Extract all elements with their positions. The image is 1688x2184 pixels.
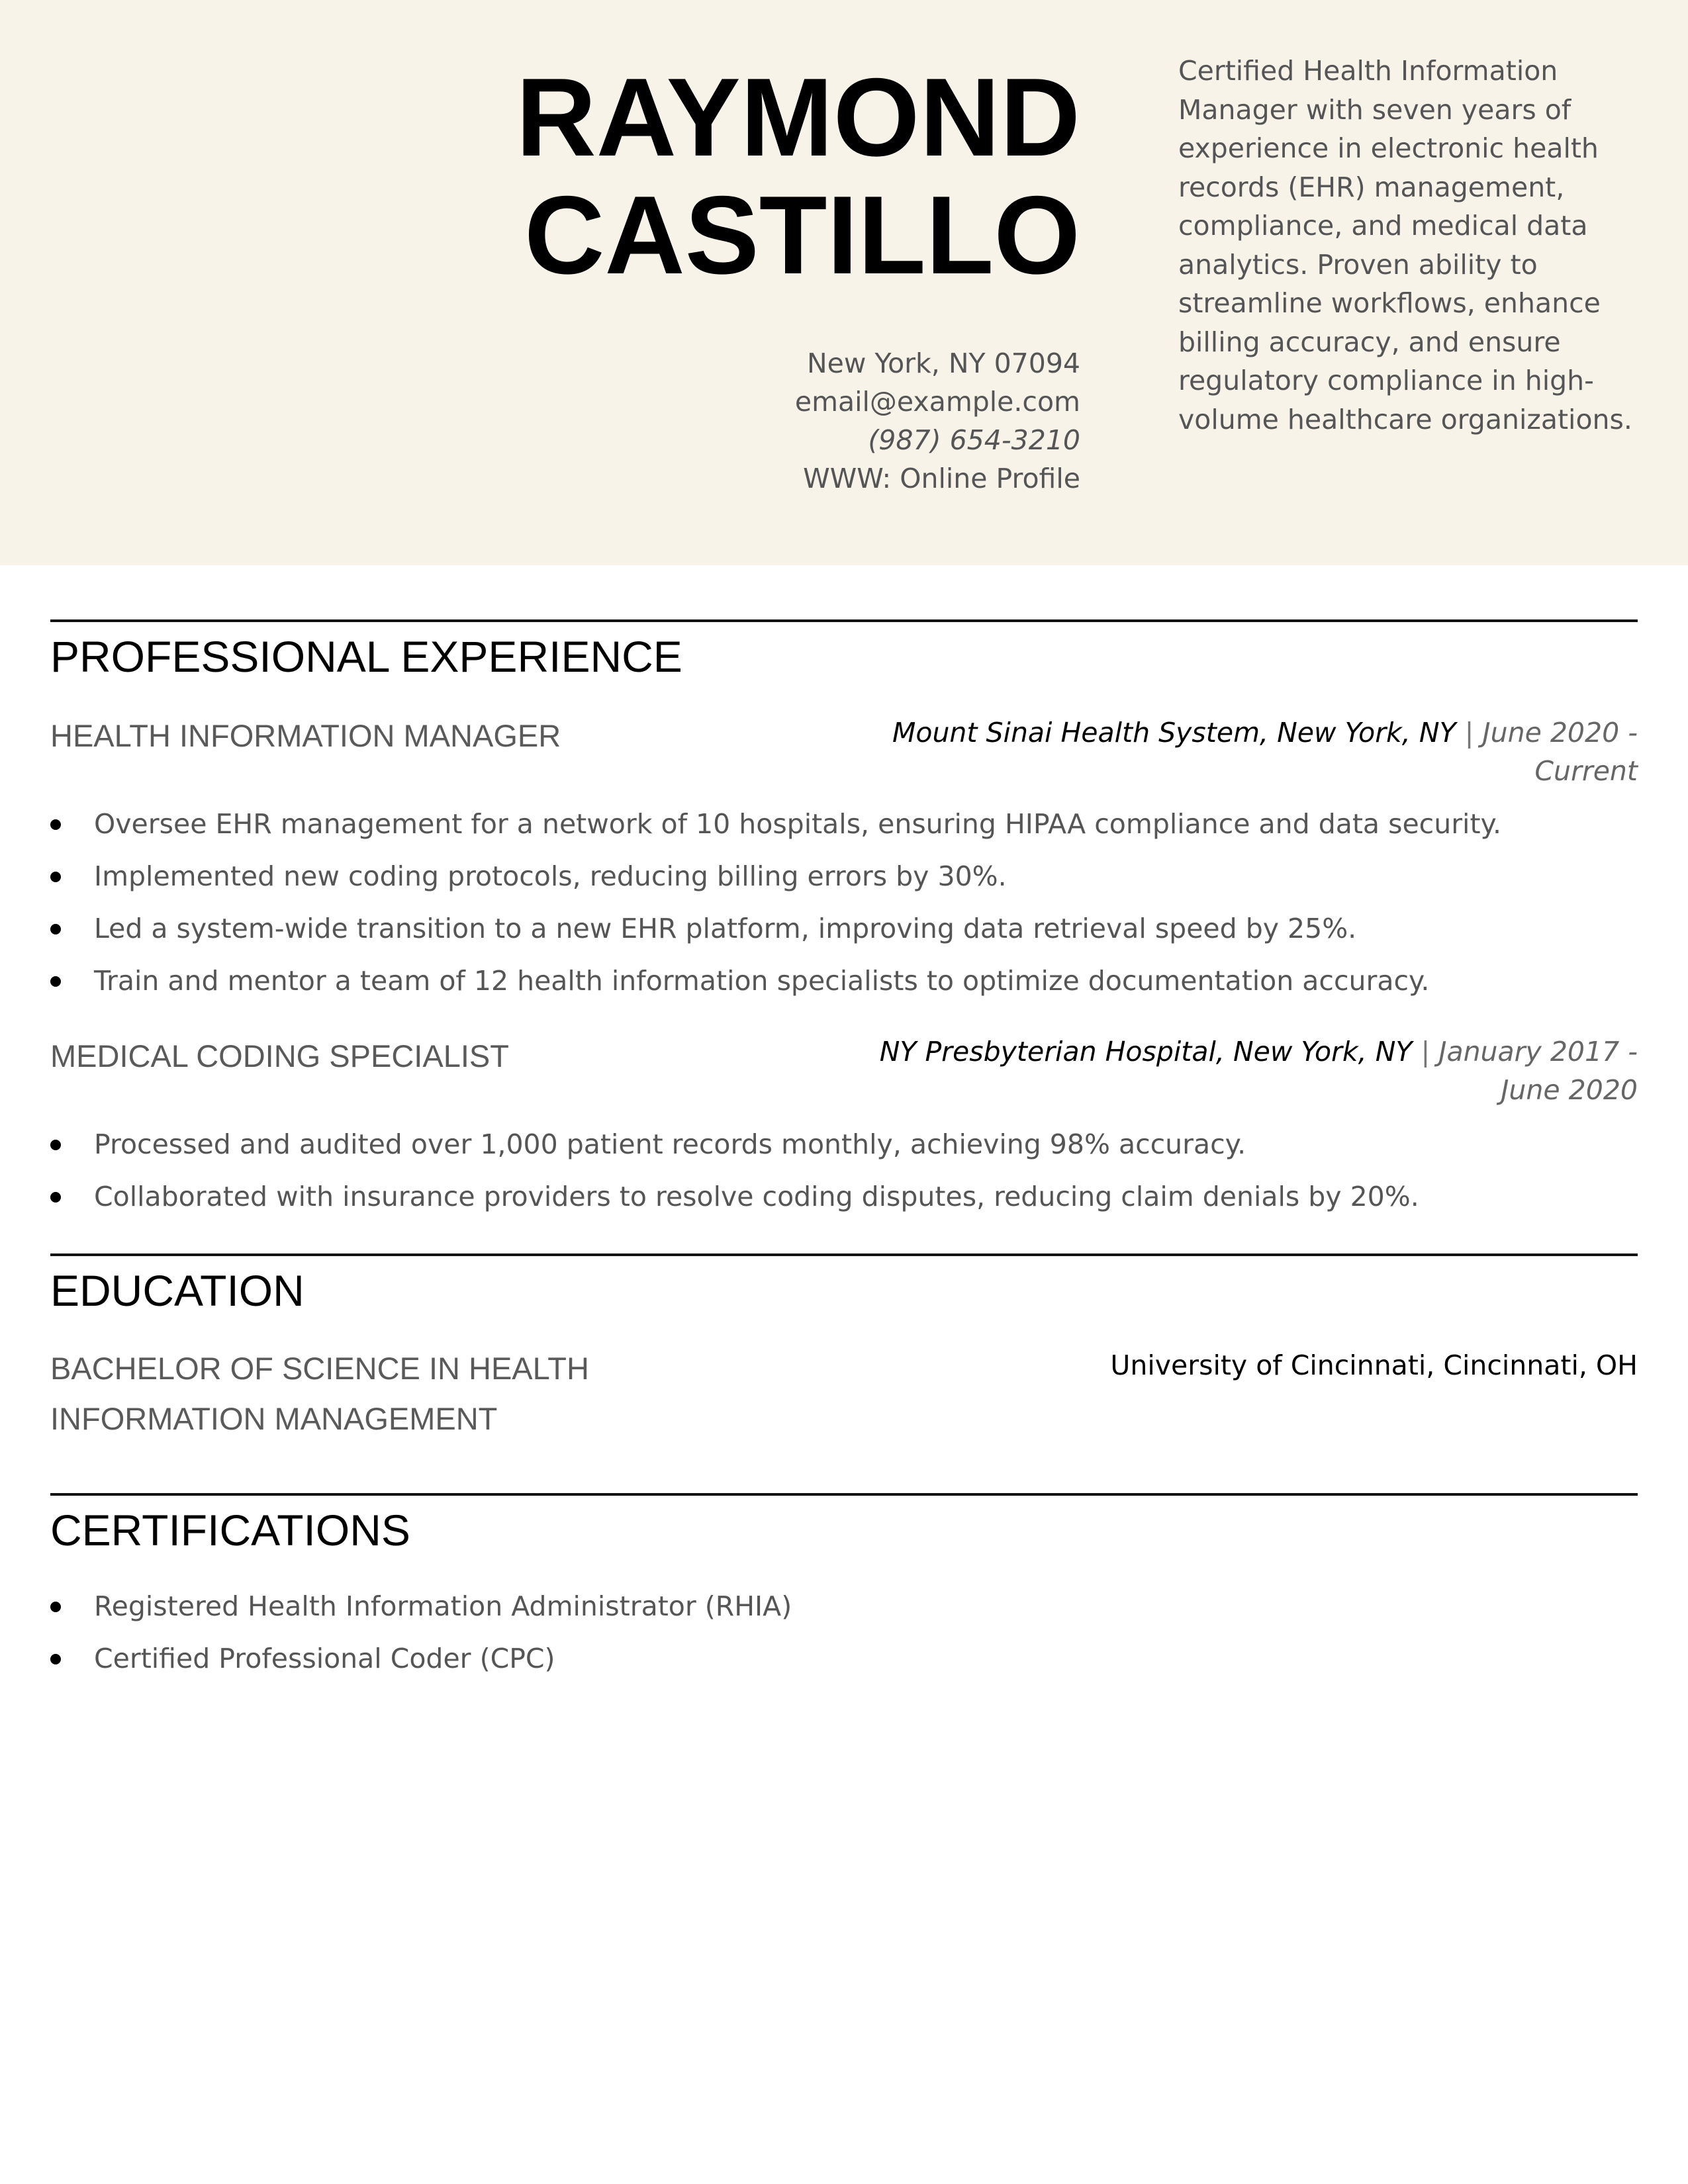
job-employer-1: Mount Sinai Health System bbox=[892, 717, 1260, 749]
list-item: Led a system-wide transition to a new EHR platform, improving data retrieval speed by 25%. bbox=[50, 903, 1638, 955]
list-item: Certified Professional Coder (CPC) bbox=[50, 1633, 1638, 1685]
list-item: Processed and audited over 1,000 patient records monthly, achieving 98% accuracy. bbox=[50, 1118, 1638, 1171]
list-item: Train and mentor a team of 12 health information specialists to optimize documentation accuracy. bbox=[50, 955, 1638, 1007]
section-divider bbox=[50, 1493, 1638, 1496]
section-title-education: EDUCATION bbox=[50, 1266, 305, 1315]
name-last: CASTILLO bbox=[524, 173, 1080, 297]
job-location-2: New York, NY bbox=[1233, 1036, 1413, 1068]
section-divider bbox=[50, 619, 1638, 622]
job-meta-1: Mount Sinai Health System, New York, NY | June 2020 - Current bbox=[892, 717, 1638, 787]
section-title-certifications: CERTIFICATIONS bbox=[50, 1506, 410, 1555]
job-dates-2: January 2017 - June 2020 bbox=[1438, 1036, 1638, 1106]
list-item: Registered Health Information Administrator (RHIA) bbox=[50, 1580, 1638, 1633]
job-title-1: HEALTH INFORMATION MANAGER bbox=[50, 718, 561, 753]
job-title-2: MEDICAL CODING SPECIALIST bbox=[50, 1038, 509, 1073]
list-item: Oversee EHR management for a network of 10 hospitals, ensuring HIPAA compliance and data security. bbox=[50, 798, 1638, 850]
contact-location: New York, NY 07094 bbox=[807, 347, 1080, 379]
certification-list bbox=[50, 1580, 1638, 1685]
job-dates-1: June 2020 - Current bbox=[1482, 717, 1638, 787]
list-item: Collaborated with insurance providers to resolve coding disputes, reducing claim denials by 20%. bbox=[50, 1171, 1638, 1223]
section-divider bbox=[50, 1253, 1638, 1256]
list-item: Implemented new coding protocols, reducing billing errors by 30%. bbox=[50, 850, 1638, 903]
job-bullets-2 bbox=[50, 1118, 1638, 1223]
professional-summary: Certified Health Information Manager with seven years of experience in electronic health records (EHR) management, compliance, and medical data analytics. Proven ability to streamline workflows, enhance billing accuracy, and ensure regulatory compliance in high-volume healthcare organizations. bbox=[1178, 55, 1632, 435]
section-title-experience: PROFESSIONAL EXPERIENCE bbox=[50, 632, 682, 681]
name-first: RAYMOND bbox=[516, 55, 1080, 179]
education-degree: BACHELOR OF SCIENCE IN HEALTH INFORMATION MANAGEMENT bbox=[50, 1351, 589, 1436]
job-employer-2: NY Presbyterian Hospital bbox=[879, 1036, 1216, 1068]
education-school: University of Cincinnati, Cincinnati, OH bbox=[1110, 1349, 1638, 1381]
contact-info bbox=[485, 344, 1080, 498]
contact-website[interactable]: WWW: Online Profile bbox=[803, 463, 1080, 494]
job-bullets-1 bbox=[50, 798, 1638, 1007]
job-meta-2: NY Presbyterian Hospital, New York, NY | January 2017 - June 2020 bbox=[879, 1036, 1638, 1106]
header-band bbox=[0, 0, 1688, 565]
job-separator-1: | bbox=[1464, 717, 1474, 749]
job-separator-2: | bbox=[1421, 1036, 1430, 1068]
contact-email[interactable]: email@example.com bbox=[794, 386, 1080, 418]
contact-phone[interactable]: (987) 654-3210 bbox=[868, 424, 1080, 456]
job-location-1: New York, NY bbox=[1277, 717, 1456, 749]
candidate-name bbox=[286, 55, 1080, 297]
